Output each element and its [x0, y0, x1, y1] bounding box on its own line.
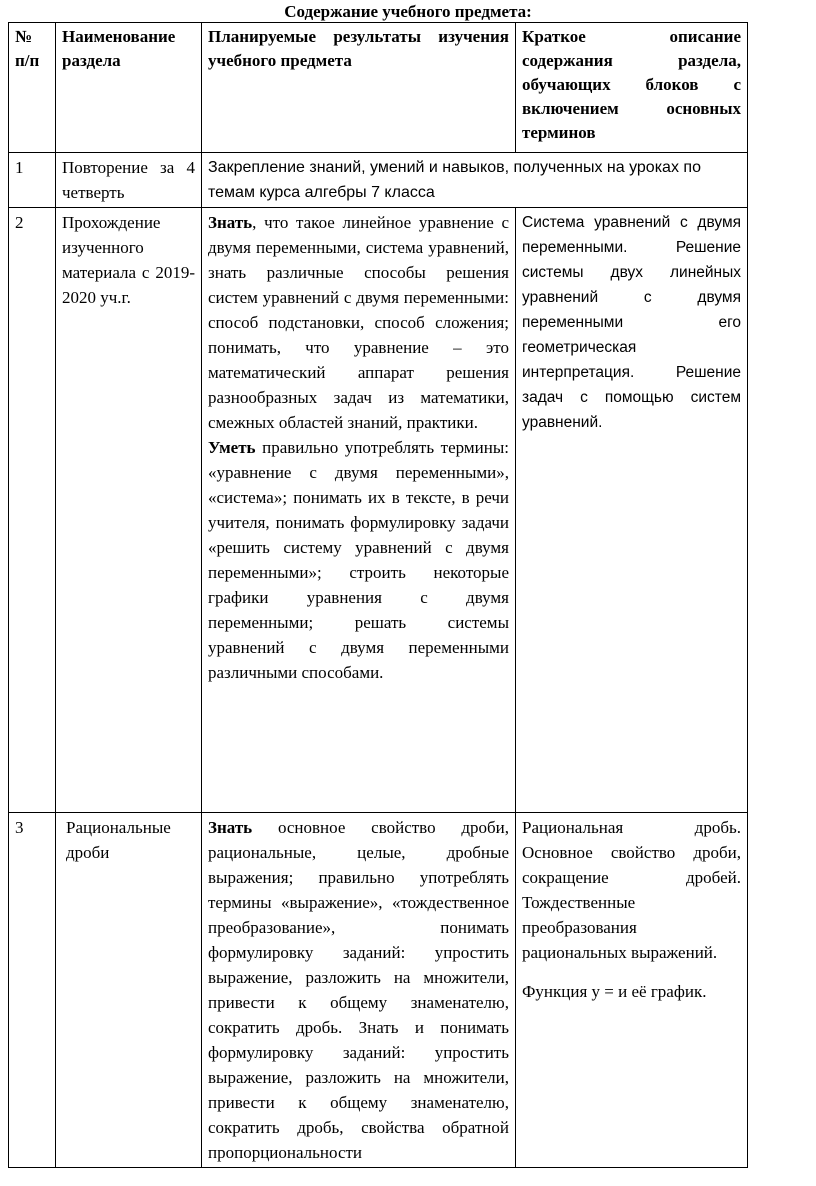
- row-number: 2: [9, 208, 56, 813]
- know-label: Знать: [208, 213, 253, 232]
- know-label: Знать: [208, 818, 253, 837]
- description-paragraph: Функция у = и её график.: [522, 982, 707, 1001]
- table-row: [9, 813, 748, 1168]
- header-results: Планируемые результаты изучения учебного предмета: [202, 23, 516, 153]
- header-num: № п/п: [9, 23, 56, 153]
- know-text: , что такое линейное уравнение с двумя переменными, система уравнений, знать различные способы решения систем уравнений с двумя переменными: способ подстановки, способ сложения; понимать, что уравнение – это математический аппарат решения разнообразных задач из математики, смежных областей знаний, практики.: [208, 213, 509, 432]
- results-cell: [202, 208, 516, 813]
- page-title: Содержание учебного предмета:: [284, 2, 532, 21]
- results-cell: [202, 813, 516, 1168]
- know-text: основное свойство дроби, рациональные, целые, дробные выражения; правильно употреблять термины «выражение», «тождественное преобразование», понимать формулировку заданий: упростить выражение, разложить на множители, привести к общему знаменателю, сократить дробь. Знать и понимать формулировку заданий: упростить выражение, разложить на множители, привести к общему знаменателю, сократить дробь, свойства обратной пропорциональности: [208, 818, 509, 1162]
- table-row: [9, 208, 748, 813]
- description-cell: Система уравнений с двумя переменными. Решение системы двух линейных уравнений с двумя переменными его геометрическая интерпретация. Решение задач с помощью систем уравнений.: [516, 208, 748, 813]
- header-name: Наименование раздела: [56, 23, 202, 153]
- header-row: [9, 23, 748, 153]
- description-paragraph: Рациональная дробь. Основное свойство дроби, сокращение дробей. Тождественные преобразования рациональных выражений.: [522, 818, 741, 962]
- description-cell: [516, 813, 748, 1168]
- table-row: [9, 153, 748, 208]
- header-description: Краткое описание содержания раздела, обучающих блоков с включением основных терминов: [516, 23, 748, 153]
- section-name: Прохождение изученного материала с 2019-2020 уч.г.: [56, 208, 202, 813]
- results-can-paragraph: [208, 435, 509, 685]
- row-number: 1: [9, 153, 56, 208]
- can-text: правильно употреблять термины: «уравнение с двумя переменными», «система»; понимать их в тексте, в речи учителя, понимать формулировку задачи «решить систему уравнений с двумя переменными»; строить некоторые графики уравнения с двумя переменными; решать системы уравнений с двумя переменными различными способами.: [208, 438, 509, 682]
- paragraph-gap: [522, 965, 741, 979]
- can-label: Уметь: [208, 438, 256, 457]
- section-name: Рациональные дроби: [56, 813, 202, 1168]
- content-table: [8, 22, 748, 1168]
- results-know-paragraph: [208, 210, 509, 435]
- row-number: 3: [9, 813, 56, 1168]
- section-name: Повторение за 4 четверть: [56, 153, 202, 208]
- merged-description: Закрепление знаний, умений и навыков, полученных на уроках по темам курса алгебры 7 класса: [202, 153, 748, 208]
